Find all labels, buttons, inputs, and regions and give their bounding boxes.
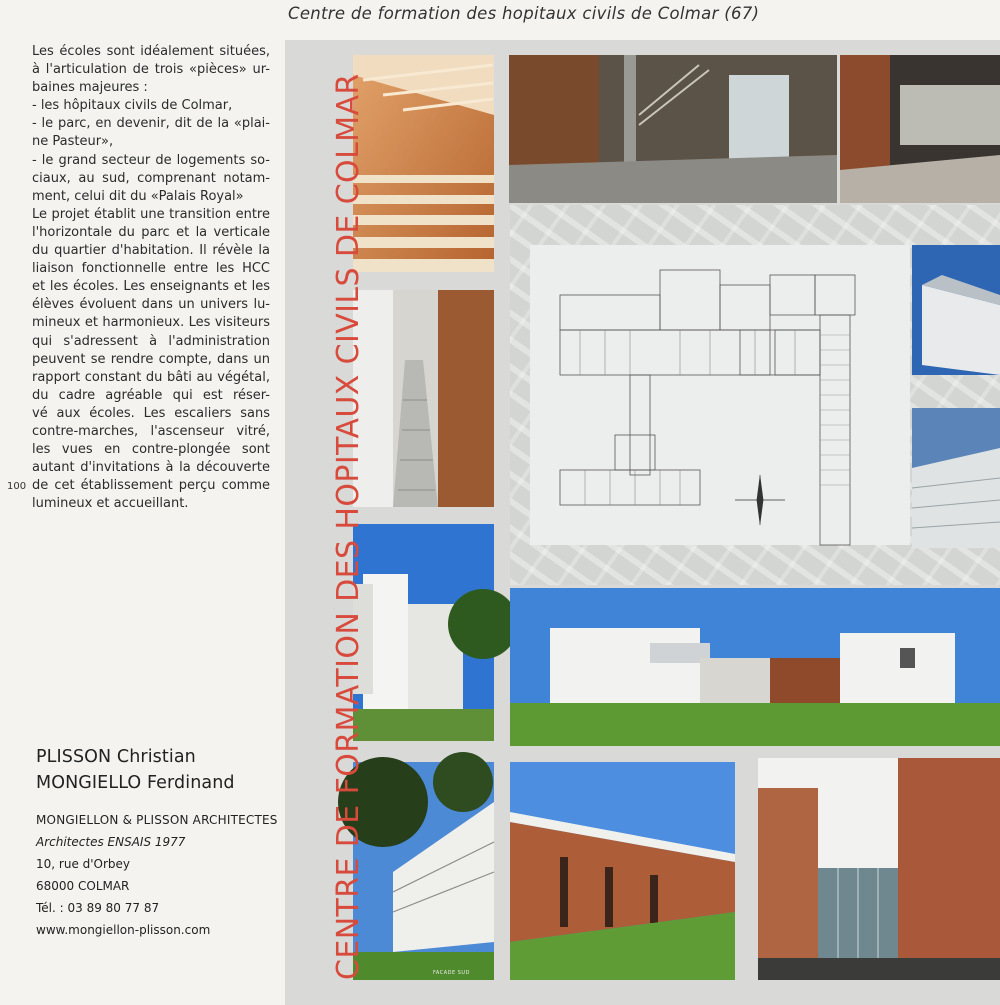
photo-white-tower [353,524,494,741]
body-line: - le parc, en devenir, dit de la «plai- [32,116,270,132]
address-street: 10, rue d'Orbey [36,857,131,871]
author-name-2: MONGIELLO Ferdinand [36,773,235,793]
body-line: qui s'adressent à l'administration [32,333,270,349]
floor-plan-sheet [530,245,910,545]
firm-qualification: Architectes ENSAIS 1977 [36,835,186,849]
photo-tree-facade [353,762,494,980]
photo-caption-facade: FACADE SUD [433,970,470,976]
photo-panorama-campus [510,588,1000,746]
phone-number: Tél. : 03 89 80 77 87 [36,901,160,915]
author-name-1: PLISSON Christian [36,747,196,767]
website-link[interactable]: www.mongiellon-plisson.com [36,923,211,937]
page-header-title: Centre de formation des hopitaux civils de Colmar (67) [288,4,760,23]
body-line: vé aux écoles. Les escaliers sans [32,405,270,421]
page-number: 100 [7,481,27,492]
body-line: Les écoles sont idéalement situées, [32,44,270,59]
author-block [36,744,286,941]
photo-facade-detail-bottom [912,408,1000,548]
compass-rose-icon [735,475,785,525]
body-line: élèves évoluent dans un univers lu- [32,297,270,313]
firm-name: MONGIELLON & PLISSON ARCHITECTES [36,813,278,827]
body-line: peuvent se rendre compte, dans un [32,351,270,367]
photo-entrance-glass [758,758,1000,980]
body-line: baines majeures : [32,80,148,96]
body-line: ciaux, au sud, comprenant notam- [32,170,270,186]
body-line: l'horizontale du parc et la verticale [32,224,270,240]
body-line: ne Pasteur», [32,134,114,150]
body-line: du cadre agréable qui est réser- [32,387,270,403]
address-city: 68000 COLMAR [36,879,130,893]
photo-atrium-stairs [509,55,837,203]
body-line: à l'articulation de trois «pièces» ur- [32,62,270,78]
body-line: liaison fonctionnelle entre les HCC [32,261,270,277]
body-line: du quartier d'habitation. Il révèle la [32,243,270,259]
body-line: mineux et harmonieux. Les visiteurs [32,315,270,331]
photo-lecture-hall [353,55,494,272]
body-line: ment, celui dit du «Palais Royal» [32,188,244,204]
photo-facade-detail-top [912,245,1000,375]
body-line: de cet établissement perçu comme [32,478,270,494]
body-line: - les hôpitaux civils de Colmar, [32,98,233,114]
body-line: lumineux et accueillant. [32,496,189,512]
photo-staircase [353,290,494,507]
body-line: - le grand secteur de logements so- [32,152,270,168]
body-line: et les écoles. Les enseignants et les [32,279,270,295]
photo-brick-wing [510,762,735,980]
body-line: les vues en contre-plongée sont [32,442,270,458]
vertical-title-text: CENTRE DE FORMATION DES HOPITAUX CIVILS DE COLMAR [331,73,366,980]
body-text [32,43,270,513]
body-line: autant d'invitations à la découverte [32,460,270,476]
body-line: rapport constant du bâti au végétal, [32,369,270,385]
body-line: Le projet établit une transition entre [32,206,270,222]
photo-interior-gallery [840,55,1000,203]
body-line: contre-marches, l'ascenseur vitré, [32,423,270,439]
floor-plan-drawing [530,245,910,545]
vertical-title [298,60,366,980]
